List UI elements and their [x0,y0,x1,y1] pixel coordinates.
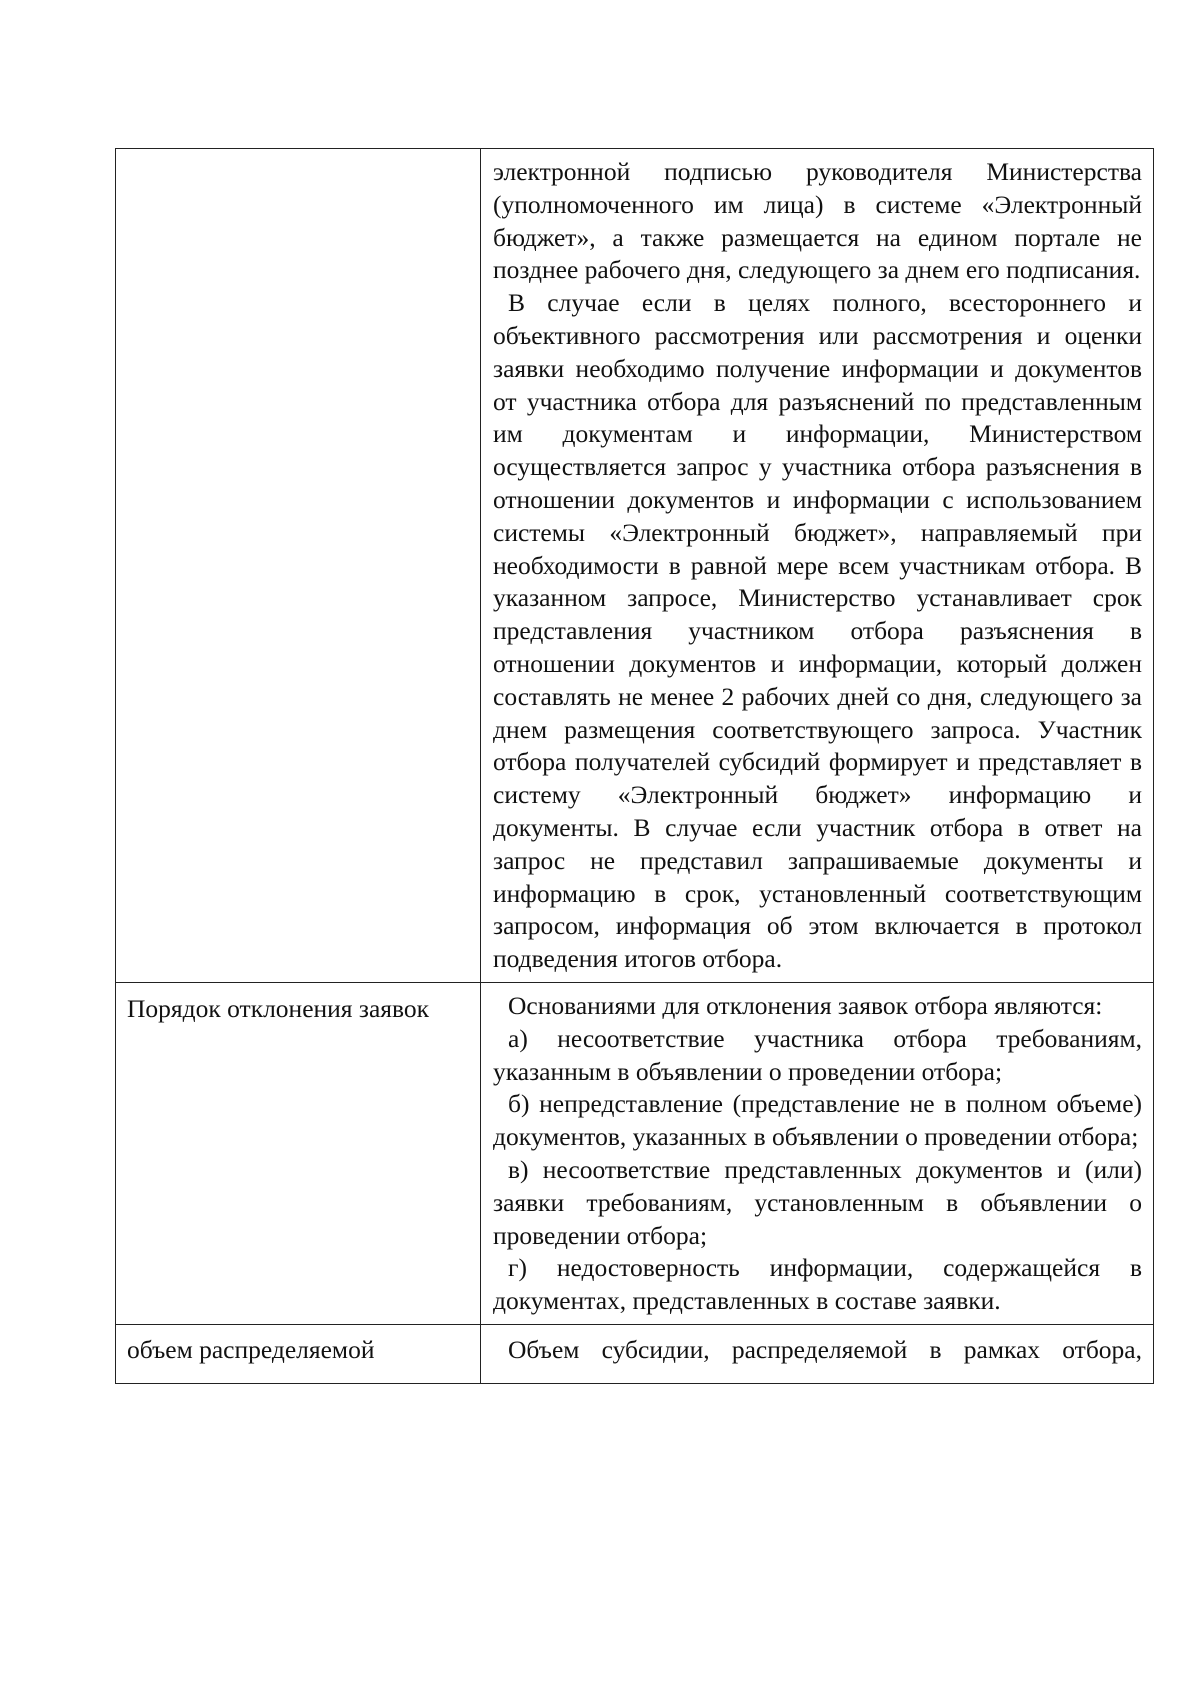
row-label: объем распределяемой [127,1334,375,1364]
table-row [116,149,1154,983]
row-label-cell [116,1324,481,1383]
row-label: Порядок отклонения заявок [127,993,430,1023]
paragraph: В случае если в целях полного, всестороннего и объективного рассмотрения или рассмотрения и оценки заявки необходимо получение информации и документов от участника отбора для разъяснений по представленным им документам и информации, Министерством осуществляется запрос у участника отбора разъяснения в отношении документов и информации с использованием системы «Электронный бюджет», направляемый при необходимости в равной мере всем участникам отбора. В указанном запросе, Министерство устанавливает срок представления участником отбора разъяснения в отношении документов и информации, который должен составлять не менее 2 рабочих дней со дня, следующего за днем размещения соответствующего запроса. Участник отбора получателей субсидий формирует и представляет в систему «Электронный бюджет» информацию и документы. В случае если участник отбора в ответ на запрос не представил запрашиваемые документы и информацию в срок, установленный соответствующим запросом, информация об этом включается в протокол подведения итогов отбора. [493,288,1142,974]
paragraph: а) несоответствие участника отбора требованиям, указанным в объявлении о проведении отбора; [493,1023,1142,1086]
row-content-cell [481,982,1154,1324]
paragraph: г) недостоверность информации, содержащейся в документах, представленных в составе заявки. [493,1253,1142,1316]
paragraph: б) непредставление (представление не в полном объеме) документов, указанных в объявлении о проведении отбора; [493,1089,1142,1152]
row-label-cell [116,149,481,983]
row-content-cell [481,149,1154,983]
row-content-cell [481,1324,1154,1383]
paragraph: Объем субсидии, распределяемой в рамках отбора, [508,1334,1142,1364]
paragraph: Основаниями для отклонения заявок отбора являются: [508,990,1103,1020]
paragraph: электронной подписью руководителя Министерства (уполномоченного им лица) в системе «Электронный бюджет», а также размещается на едином портале не позднее рабочего дня, следующего за днем его подписания. [493,157,1142,285]
row-label-cell [116,982,481,1324]
document-table [115,148,1154,1384]
table-row [116,1324,1154,1383]
table-row [116,982,1154,1324]
paragraph: в) несоответствие представленных документов и (или) заявки требованиям, установленным в объявлении о проведении отбора; [493,1154,1142,1250]
